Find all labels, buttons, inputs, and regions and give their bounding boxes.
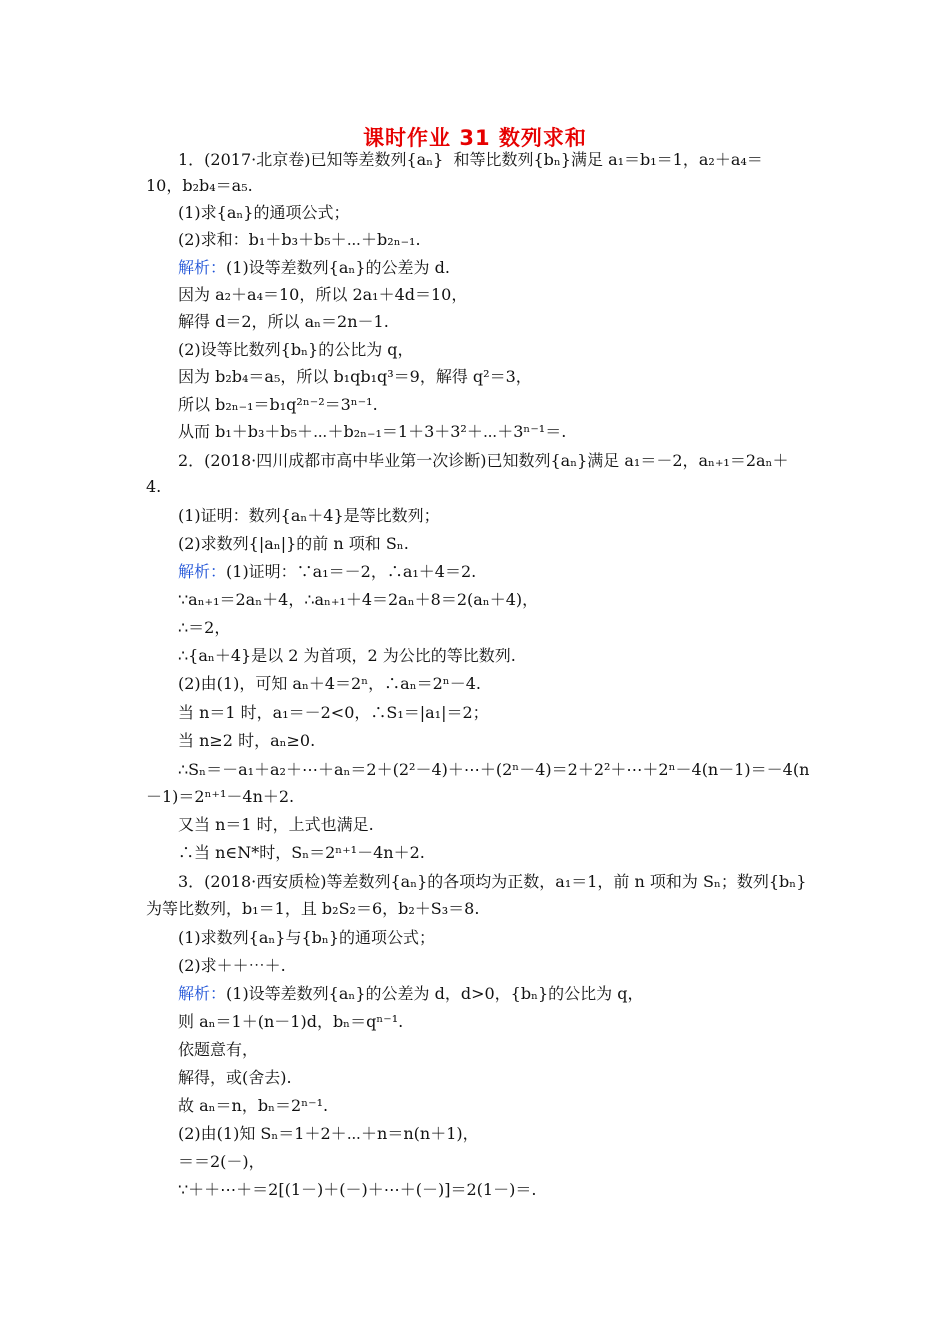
line-text: (1)求{aₙ}的通项公式； <box>178 203 350 222</box>
line-text: 3．(2018·西安质检)等差数列{aₙ}的各项均为正数，a₁＝1，前 n 项和为 Sₙ；数列{bₙ} <box>178 872 807 891</box>
line-text: ＝＝2(－)， <box>178 1152 265 1171</box>
line-text: 当 n≥2 时，aₙ≥0. <box>178 731 316 750</box>
text-line <box>178 230 421 250</box>
text-line <box>178 843 425 863</box>
text-line <box>178 1124 479 1144</box>
line-text: (2)求＋＋⋯＋. <box>178 956 286 975</box>
line-text: ∵＋＋⋯＋＝2[(1－)＋(－)＋⋯＋(－)]＝2(1－)＝. <box>178 1180 537 1199</box>
text-line <box>178 928 435 948</box>
line-text: 因为 a₂＋a₄＝10，所以 2a₁＋4d＝10， <box>178 285 468 304</box>
text-line <box>178 984 644 1004</box>
text-line <box>178 367 532 387</box>
text-line <box>178 203 350 223</box>
solution-label: 解析： <box>178 984 227 1003</box>
line-text: 因为 b₂b₄＝a₅，所以 b₁qb₁q³＝9，解得 q²＝3， <box>178 367 532 386</box>
text-line <box>178 258 450 278</box>
text-line <box>178 1152 265 1172</box>
line-text: (1)求数列{aₙ}与{bₙ}的通项公式； <box>178 928 436 947</box>
text-line <box>178 285 467 305</box>
line-text: －1)＝2ⁿ⁺¹－4n＋2. <box>146 787 295 806</box>
text-line <box>178 956 286 976</box>
line-text: 解得 d＝2，所以 aₙ＝2n－1. <box>178 312 389 331</box>
text-line <box>178 1040 258 1060</box>
text-line <box>178 395 378 415</box>
line-text: ∴{aₙ＋4}是以 2 为首项，2 为公比的等比数列. <box>178 646 516 665</box>
text-line <box>146 787 294 807</box>
line-text: (2)设等比数列{bₙ}的公比为 q， <box>178 340 414 359</box>
line-text: 所以 b₂ₙ₋₁＝b₁q²ⁿ⁻²＝3ⁿ⁻¹. <box>178 395 378 414</box>
text-line <box>178 506 440 526</box>
line-text: (1)证明：∵a₁＝－2，∴a₁＋4＝2. <box>226 562 477 581</box>
text-line <box>178 618 230 638</box>
text-line <box>178 1068 292 1088</box>
line-text: (1)证明：数列{aₙ＋4}是等比数列； <box>178 506 440 525</box>
text-line <box>178 674 481 694</box>
line-text: 依题意有， <box>178 1040 259 1059</box>
text-line <box>146 176 253 196</box>
text-line <box>178 1096 328 1116</box>
line-text: (2)求和：b₁＋b₃＋b₅＋⋯＋b₂ₙ₋₁. <box>178 230 421 249</box>
text-line <box>178 340 414 360</box>
line-text: 当 n＝1 时，a₁＝－2<0，∴S₁＝|a₁|＝2； <box>178 703 489 722</box>
line-text: (1)设等差数列{aₙ}的公差为 d，d>0，{bₙ}的公比为 q， <box>226 984 644 1003</box>
text-line <box>178 646 516 666</box>
line-text: 又当 n＝1 时，上式也满足. <box>178 815 374 834</box>
line-text: (1)设等差数列{aₙ}的公差为 d. <box>226 258 450 277</box>
text-line <box>178 590 538 610</box>
text-line <box>178 534 409 554</box>
text-line <box>178 815 374 835</box>
text-line <box>178 872 806 892</box>
solution-label: 解析： <box>178 258 227 277</box>
text-line <box>146 477 161 497</box>
line-text: ∴＝2， <box>178 618 231 637</box>
text-line <box>178 703 489 723</box>
text-line <box>178 422 566 442</box>
text-line <box>178 1012 403 1032</box>
page-title: 课时作业 31 数列求和 <box>363 126 587 150</box>
line-text: ∴Sₙ＝－a₁＋a₂＋⋯＋aₙ＝2＋(2²－4)＋⋯＋(2ⁿ－4)＝2＋2²＋⋯＋2ⁿ－4(n－1)＝－4(n <box>178 760 810 779</box>
line-text: 故 aₙ＝n，bₙ＝2ⁿ⁻¹. <box>178 1096 329 1115</box>
line-text: 1．(2017·北京卷)已知等差数列{aₙ} 和等比数列{bₙ}满足 a₁＝b₁＝1，a₂＋a₄＝ <box>178 150 763 169</box>
text-line <box>178 760 809 780</box>
line-text: 解得，或(舍去). <box>178 1068 292 1087</box>
line-text: ∴当 n∈N*时，Sₙ＝2ⁿ⁺¹－4n＋2. <box>178 843 425 862</box>
line-text: (2)求数列{|aₙ|}的前 n 项和 Sₙ. <box>178 534 409 553</box>
text-line <box>178 150 763 170</box>
text-line <box>178 451 788 471</box>
line-text: ∵aₙ₊₁＝2aₙ＋4，∴aₙ₊₁＋4＝2aₙ＋8＝2(aₙ＋4)， <box>178 590 539 609</box>
line-text: (2)由(1)知 Sₙ＝1＋2＋⋯＋n＝n(n＋1)， <box>178 1124 479 1143</box>
text-line <box>146 899 479 919</box>
line-text: 4. <box>146 477 162 496</box>
line-text: 则 aₙ＝1＋(n－1)d，bₙ＝qⁿ⁻¹. <box>178 1012 404 1031</box>
text-line <box>178 1180 536 1200</box>
line-text: 10，b₂b₄＝a₅. <box>146 176 253 195</box>
line-text: 2．(2018·四川成都市高中毕业第一次诊断)已知数列{aₙ}满足 a₁＝－2，aₙ₊₁＝2aₙ＋ <box>178 451 789 470</box>
line-text: 为等比数列，b₁＝1，且 b₂S₂＝6，b₂＋S₃＝8. <box>146 899 480 918</box>
text-line <box>178 312 389 332</box>
solution-label: 解析： <box>178 562 227 581</box>
line-text: 从而 b₁＋b₃＋b₅＋⋯＋b₂ₙ₋₁＝1＋3＋3²＋⋯＋3ⁿ⁻¹＝. <box>178 422 567 441</box>
text-line <box>178 562 476 582</box>
line-text: (2)由(1)，可知 aₙ＋4＝2ⁿ，∴aₙ＝2ⁿ－4. <box>178 674 481 693</box>
text-line <box>178 731 315 751</box>
